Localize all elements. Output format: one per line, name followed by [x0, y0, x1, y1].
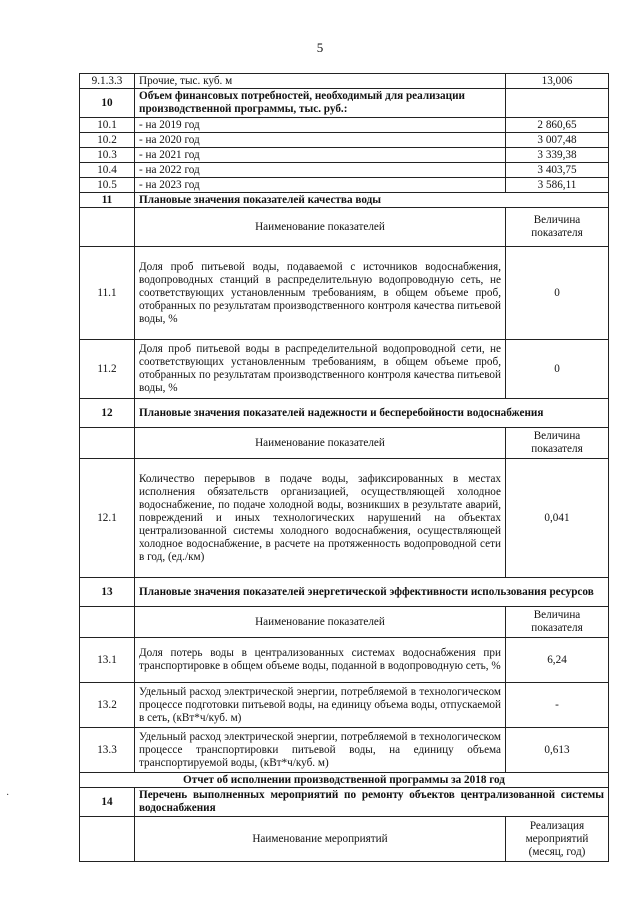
empty-cell	[506, 89, 609, 118]
row-value: 3 339,38	[506, 148, 609, 163]
section-title: Объем финансовых потребностей, необходимый для реализации производственной программы, тыс. руб.:	[135, 89, 506, 118]
row-value: 13,006	[506, 74, 609, 89]
empty-cell	[80, 208, 135, 247]
section-header-row	[80, 788, 609, 817]
row-description: Удельный расход электрической энергии, потребляемой в технологическом процессе подготовки питьевой воды, на единицу объема воды, отпускаемой в сеть, (кВт*ч/куб. м)	[135, 683, 506, 728]
row-value: 3 586,11	[506, 178, 609, 193]
row-number: 10.1	[80, 118, 135, 133]
row-number: 10.2	[80, 133, 135, 148]
row-value: 0,613	[506, 728, 609, 773]
section-number: 12	[80, 399, 135, 428]
page-number: 5	[316, 40, 324, 55]
section-title: Плановые значения показателей качества воды	[135, 193, 609, 208]
table-row	[80, 247, 609, 340]
section-header-row	[80, 89, 609, 118]
row-description: - на 2020 год	[135, 133, 506, 148]
row-description: Количество перерывов в подаче воды, зафиксированных в местах исполнения обязательств организацией, осуществляющей холодное водоснабжение, по подаче холодной воды, возникших в результате аварий, повреждений и иных технологических нарушений на объектах централизованной системы холодного водоснабжения, осуществляющей холодное водоснабжение, в расчете на протяженность водопроводной сети в год, (ед./км)	[135, 459, 506, 578]
row-value: 2 860,65	[506, 118, 609, 133]
section-number: 10	[80, 89, 135, 118]
row-description: - на 2022 год	[135, 163, 506, 178]
section-title: Перечень выполненных мероприятий по ремонту объектов централизованной системы водоснабжения	[135, 788, 609, 817]
row-description: Удельный расход электрической энергии, потребляемой в технологическом процессе транспортировки питьевой воды, на единицу объема транспортируемой воды, (кВт*ч/куб. м)	[135, 728, 506, 773]
row-description: Доля проб питьевой воды, подаваемой с источников водоснабжения, водопроводных станций в распределительную водопроводную сеть, не соответствующих установленным требованиям, в общем объеме проб, отобранных по результатам производственного контроля качества питьевой воды, %	[135, 247, 506, 340]
scan-dot-mark: ·	[6, 790, 10, 801]
row-value: 6,24	[506, 638, 609, 683]
row-number: 11.1	[80, 247, 135, 340]
column-header-row	[80, 428, 609, 459]
column-header-row	[80, 817, 609, 862]
row-value: 0,041	[506, 459, 609, 578]
table-row	[80, 74, 609, 89]
table-row	[80, 459, 609, 578]
table-row	[80, 728, 609, 773]
section-number: 13	[80, 578, 135, 607]
empty-cell	[80, 607, 135, 638]
row-description: - на 2023 год	[135, 178, 506, 193]
row-number: 9.1.3.3	[80, 74, 135, 89]
table-row	[80, 133, 609, 148]
section-header-row	[80, 399, 609, 428]
section-header-row	[80, 578, 609, 607]
column-header-name: Наименование мероприятий	[135, 817, 506, 862]
row-number: 12.1	[80, 459, 135, 578]
section-title: Плановые значения показателей надежности и бесперебойности водоснабжения	[135, 399, 609, 428]
table-row	[80, 638, 609, 683]
row-value: 0	[506, 247, 609, 340]
row-value: 3 403,75	[506, 163, 609, 178]
row-value: 0	[506, 340, 609, 399]
row-value: 3 007,48	[506, 133, 609, 148]
row-number: 10.4	[80, 163, 135, 178]
column-header-name: Наименование показателей	[135, 208, 506, 247]
section-number: 11	[80, 193, 135, 208]
row-number: 10.5	[80, 178, 135, 193]
column-header-name: Наименование показателей	[135, 428, 506, 459]
row-description: - на 2019 год	[135, 118, 506, 133]
row-description: Доля проб питьевой воды в распределительной водопроводной сети, не соответствующих установленным требованиям, в общем объеме проб, отобранных по результатам производственного контроля качества питьевой воды, %	[135, 340, 506, 399]
table-row	[80, 118, 609, 133]
row-description: Доля потерь воды в централизованных системах водоснабжения при транспортировке в общем объеме воды, поданной в водопроводную сеть, %	[135, 638, 506, 683]
row-number: 13.1	[80, 638, 135, 683]
table-row	[80, 148, 609, 163]
table-row	[80, 340, 609, 399]
report-title-row	[80, 773, 609, 788]
column-header-row	[80, 208, 609, 247]
empty-cell	[80, 817, 135, 862]
row-value: -	[506, 683, 609, 728]
row-description: - на 2021 год	[135, 148, 506, 163]
column-header-value: Реализация мероприятий (месяц, год)	[506, 817, 609, 862]
table-row	[80, 178, 609, 193]
row-description: Прочие, тыс. куб. м	[135, 74, 506, 89]
row-number: 13.2	[80, 683, 135, 728]
column-header-value: Величина показателя	[506, 428, 609, 459]
table-row	[80, 163, 609, 178]
program-table	[79, 73, 609, 862]
report-title: Отчет об исполнении производственной программы за 2018 год	[80, 773, 609, 788]
section-header-row	[80, 193, 609, 208]
column-header-name: Наименование показателей	[135, 607, 506, 638]
empty-cell	[80, 428, 135, 459]
column-header-row	[80, 607, 609, 638]
row-number: 11.2	[80, 340, 135, 399]
table-row	[80, 683, 609, 728]
row-number: 10.3	[80, 148, 135, 163]
column-header-value: Величина показателя	[506, 607, 609, 638]
row-number: 13.3	[80, 728, 135, 773]
section-title: Плановые значения показателей энергетической эффективности использования ресурсов	[135, 578, 609, 607]
section-number: 14	[80, 788, 135, 817]
column-header-value: Величина показателя	[506, 208, 609, 247]
